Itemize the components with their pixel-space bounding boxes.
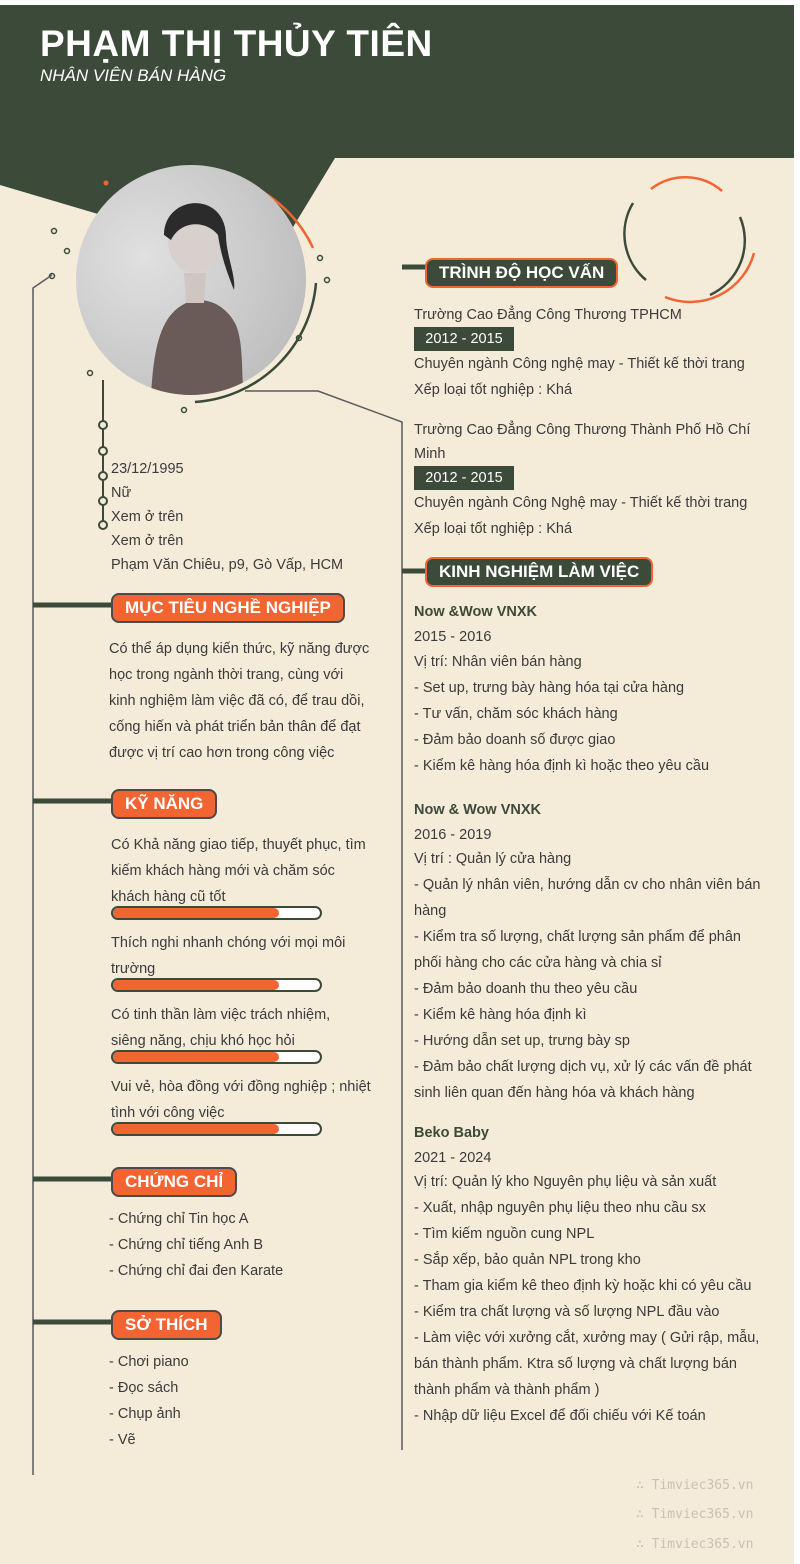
education-grade: Xếp loại tốt nghiệp : Khá: [414, 382, 573, 398]
skill-line: Thích nghi nhanh chóng với mọi môi: [111, 935, 346, 951]
certificate-item: - Chứng chỉ Tin học A: [109, 1211, 249, 1227]
job-line: - Hướng dẫn set up, trưng bày sp: [414, 1033, 630, 1049]
education-heading: TRÌNH ĐỘ HỌC VẤN: [425, 258, 618, 288]
certificate-item: - Chứng chỉ tiếng Anh B: [109, 1237, 263, 1253]
education-school: Trường Cao Đẳng Công Thương TPHCM: [414, 307, 682, 323]
hobby-item: - Đọc sách: [109, 1380, 179, 1396]
job-line: - Kiểm tra số lượng, chất lượng sản phẩm để phân: [414, 929, 741, 945]
skill-level-fill: [113, 908, 279, 918]
portrait-photo-icon: [76, 165, 306, 395]
skill-line: khách hàng cũ tốt: [111, 889, 226, 905]
job-line: Vị trí : Quản lý cửa hàng: [414, 851, 572, 867]
skill-line: Vui vẻ, hòa đồng với đồng nghiệp ; nhiệt: [111, 1079, 371, 1095]
address: Phạm Văn Chiêu, p9, Gò Vấp, HCM: [111, 557, 344, 573]
skill-line: tình với công việc: [111, 1105, 225, 1121]
job-line: - Đảm bảo chất lượng dịch vụ, xử lý các vấn đề phát: [414, 1059, 752, 1075]
skill-line: siêng năng, chịu khó học hỏi: [111, 1033, 295, 1049]
section-connectors: [33, 267, 428, 1322]
gender: Nữ: [111, 485, 132, 501]
skills-heading: KỸ NĂNG: [111, 789, 217, 819]
center-vertical-line: [245, 391, 402, 1450]
job-line: - Quản lý nhân viên, hướng dẫn cv cho nhân viên bán: [414, 877, 761, 893]
job-years: 2016 - 2019: [414, 827, 492, 843]
skill-line: kiếm khách hàng mới và chăm sóc: [111, 863, 335, 879]
objective-line: Có thể áp dụng kiến thức, kỹ năng được: [109, 641, 370, 657]
objective-text: [109, 636, 374, 766]
skill-level-fill: [113, 980, 279, 990]
candidate-job-title: NHÂN VIÊN BÁN HÀNG: [40, 66, 227, 85]
skill-item-3: [111, 1002, 374, 1054]
hobby-item: - Chơi piano: [109, 1354, 189, 1370]
skill-level-bar-1: [111, 906, 322, 920]
job-company: Now & Wow VNXK: [414, 802, 542, 818]
job-line: Vị trí: Quản lý kho Nguyên phụ liệu và sản xuất: [414, 1174, 717, 1190]
job-line: hàng: [414, 903, 447, 919]
left-vertical-line: [33, 275, 52, 1475]
skill-line: Có Khả năng giao tiếp, thuyết phục, tìm: [111, 837, 366, 853]
skill-line: Có tinh thần làm việc trách nhiệm,: [111, 1007, 331, 1023]
watermark-text: ∴ Timviec365.vn: [636, 1537, 754, 1552]
job-line: - Kiểm kê hàng hóa định kì: [414, 1007, 587, 1023]
objective-line: kinh nghiệm làm việc đã có, để trau dồi,: [109, 693, 365, 709]
corner-ornament: [624, 177, 754, 302]
education-major: Chuyên ngành Công nghệ may - Thiết kế thời trang: [414, 356, 745, 372]
education-school: Trường Cao Đẳng Công Thương Thành Phố Hồ Chí: [414, 422, 751, 438]
job-line: Vị trí: Nhân viên bán hàng: [414, 654, 582, 670]
candidate-name: PHẠM THỊ THỦY TIÊN: [40, 23, 433, 64]
orange-dot: [104, 181, 109, 186]
objective-heading: MỤC TIÊU NGHỀ NGHIỆP: [111, 593, 345, 623]
certificates-heading: CHỨNG CHỈ: [111, 1167, 237, 1197]
job-line: - Kiểm tra chất lượng và số lượng NPL đầu vào: [414, 1304, 720, 1320]
skill-level-fill: [113, 1052, 279, 1062]
education-years-badge: 2012 - 2015: [414, 327, 514, 351]
avatar: [76, 165, 306, 395]
education-years-badge: 2012 - 2015: [414, 466, 514, 490]
job-line: - Đảm bảo doanh số được giao: [414, 732, 616, 748]
objective-line: học trong ngành thời trang, cùng với: [109, 667, 344, 683]
job-line: - Tìm kiếm nguồn cung NPL: [414, 1226, 595, 1242]
skill-line: trường: [111, 961, 156, 977]
watermark-text: ∴ Timviec365.vn: [636, 1478, 754, 1493]
job-line: thành phẩm và thành phẩm ): [414, 1382, 600, 1398]
job-line: - Sắp xếp, bảo quản NPL trong kho: [414, 1252, 641, 1268]
experience-heading: KINH NGHIỆM LÀM VIỆC: [425, 557, 653, 587]
hobby-item: - Vẽ: [109, 1432, 136, 1448]
objective-line: cống hiến và phát triển bản thân để đạt: [109, 719, 361, 735]
job-line: - Nhập dữ liệu Excel để đối chiếu với Kế toán: [414, 1408, 706, 1424]
education-school: Minh: [414, 446, 446, 462]
job-company: Beko Baby: [414, 1125, 489, 1141]
skill-item-2: [111, 930, 374, 982]
job-line: - Tham gia kiểm kê theo định kỳ hoặc khi có yêu cầu: [414, 1278, 752, 1294]
job-line: - Xuất, nhập nguyên phụ liệu theo nhu cầu sx: [414, 1200, 706, 1216]
birthdate: 23/12/1995: [111, 461, 184, 477]
certificate-item: - Chứng chỉ đai đen Karate: [109, 1263, 284, 1279]
phone: Xem ở trên: [111, 509, 184, 525]
watermark-text: ∴ Timviec365.vn: [636, 1507, 754, 1522]
job-line: phối hàng cho các cửa hàng và chia sỉ: [414, 955, 662, 971]
education-major: Chuyên ngành Công Nghệ may - Thiết kế thời trang: [414, 495, 748, 511]
job-company: Now &Wow VNXK: [414, 604, 537, 620]
job-line: - Kiểm kê hàng hóa định kì hoặc theo yêu cầu: [414, 758, 710, 774]
hobbies-heading: SỞ THÍCH: [111, 1310, 222, 1340]
skill-level-bar-4: [111, 1122, 322, 1136]
job-line: sinh liên quan đến hàng hóa và khách hàng: [414, 1085, 695, 1101]
objective-line: được vị trí cao hơn trong công việc: [109, 745, 335, 761]
job-line: - Set up, trưng bày hàng hóa tại cửa hàng: [414, 680, 685, 696]
job-line: - Làm việc với xưởng cắt, xưởng may ( Gửi rập, mẫu,: [414, 1330, 760, 1346]
skill-item-4: [111, 1074, 374, 1126]
education-grade: Xếp loại tốt nghiệp : Khá: [414, 521, 573, 537]
skill-item-1: [111, 832, 374, 910]
hobby-item: - Chụp ảnh: [109, 1406, 181, 1422]
skill-level-bar-2: [111, 978, 322, 992]
job-line: - Tư vấn, chăm sóc khách hàng: [414, 706, 618, 722]
skill-level-bar-3: [111, 1050, 322, 1064]
email: Xem ở trên: [111, 533, 184, 549]
job-line: bán thành phẩm. Ktra số lượng và chất lượng bán: [414, 1356, 737, 1372]
job-line: - Đảm bảo doanh thu theo yêu cầu: [414, 981, 638, 997]
job-years: 2015 - 2016: [414, 629, 492, 645]
job-years: 2021 - 2024: [414, 1150, 492, 1166]
skill-level-fill: [113, 1124, 279, 1134]
cv-paper: [0, 5, 794, 1564]
